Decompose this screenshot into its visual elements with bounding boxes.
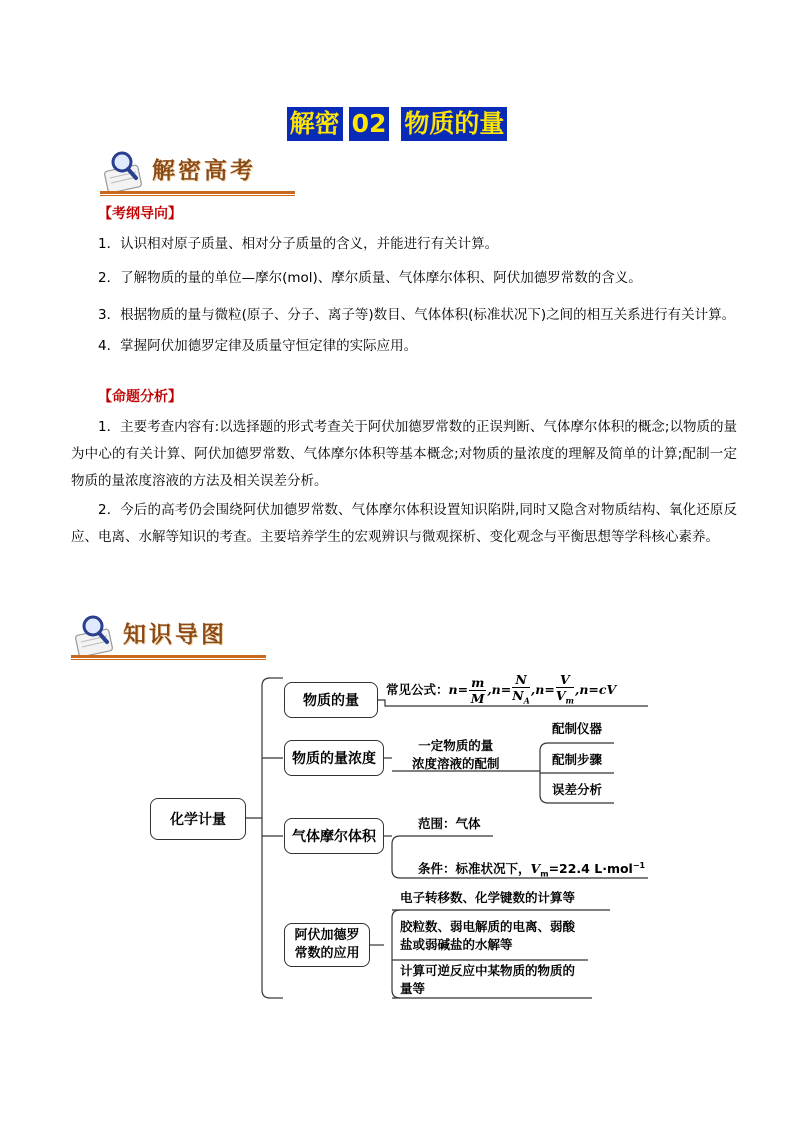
formula-n3: n= [535,681,555,697]
title-part-2: 02 [349,107,390,141]
leaf-error-analysis: 误差分析 [552,782,603,797]
tag-outline: 【考纲导向】 [98,206,182,222]
outline-item-2: 2．了解物质的量的单位—摩尔(mol)、摩尔质量、气体摩尔体积、阿伏加德罗常数的含义。 [98,270,642,286]
fraction-m-over-M [469,675,486,706]
leaf-condition [418,857,645,884]
formula-leaf: 常见公式：n= $\frac{m}{M}$ ,n= $\frac{N}{N_A}$ ,n= $\frac{V}{V_m}$ ,n=cV [386,672,616,709]
condition-V: V [530,861,541,877]
leaf-scope: 范围：气体 [418,816,481,831]
denominator-Vm: V [555,688,566,703]
branch-amount-of-substance: 物质的量 [284,682,378,718]
formula-label: 常见公式： [386,681,449,697]
title-part-1: 解密 [287,107,343,141]
banner-text: 知识导图 [123,621,227,648]
condition-sup: −1 [632,861,646,870]
fraction-V-over-Vm [556,672,574,709]
mindmap-root: 化学计量 [150,798,246,840]
analysis-item-1: 1．主要考查内容有:以选择题的形式考查关于阿伏加德罗常数的正误判断、气体摩尔体积的概念;以物质的量为中心的有关计算、阿伏加德罗常数、气体摩尔体积等基本概念;对物质的量浓度的理解及简单的计算;配制一定物质的量浓度溶液的方法及相关误差分析。 [71,419,737,489]
fraction-N-over-NA [512,672,530,709]
NA-subscript: A [523,695,530,706]
condition-value: =22.4 L·mol [548,861,633,877]
denominator-NA: N [512,688,524,703]
title-part-3: 物质的量 [401,107,507,141]
branch-molar-volume: 气体摩尔体积 [284,818,384,854]
formula-n2: n= [491,681,512,697]
formula-tail: ,n=cV [574,681,617,697]
condition-sub: m [540,869,549,879]
tag-analysis: 【命题分析】 [98,389,182,405]
numerator-V: V [556,672,574,688]
branch-concentration: 物质的量浓度 [284,740,384,776]
numerator-m: m [471,674,485,690]
leaf-steps: 配制步骤 [552,752,603,767]
leaf-colloid-hydrolysis: 胶粒数、弱电解质的电离、弱酸盐或弱碱盐的水解等 [400,919,576,952]
outline-item-3: 3．根据物质的量与微粒(原子、分子、离子等)数目、气体体积(标准状况下)之间的相互关系进行有关计算。 [98,307,736,323]
concentration-middle-leaf [412,737,500,773]
concentration-line-1: 一定物质的量 [418,738,494,753]
outline-item-4: 4．掌握阿伏加德罗定律及质量守恒定律的实际应用。 [98,338,418,354]
formula-n1: n= [448,681,469,697]
denominator-M: M [470,690,485,706]
branch-avogadro: 阿伏加德罗常数的应用 [284,923,370,967]
banner-text: 解密高考 [152,157,256,184]
concentration-line-2: 浓度溶液的配制 [412,756,500,771]
analysis-item-2: 2．今后的高考仍会围绕阿伏加德罗常数、气体摩尔体积设置知识陷阱,同时又隐含对物质结构、氧化还原反应、电离、水解等知识的考查。主要培养学生的宏观辨识与微观探析、变化观念与平衡思想等学科核心素养。 [71,502,737,545]
leaf-electron-transfer: 电子转移数、化学键数的计算等 [400,890,576,905]
numerator-N: N [512,672,530,688]
leaf-reversible-reaction: 计算可逆反应中某物质的物质的量等 [400,963,576,996]
leaf-instruments: 配制仪器 [552,721,603,736]
outline-item-1: 1．认识相对原子质量、相对分子质量的含义，并能进行有关计算。 [98,236,499,252]
Vm-subscript: m [565,695,574,706]
condition-prefix: 条件：标准状况下， [418,861,531,877]
